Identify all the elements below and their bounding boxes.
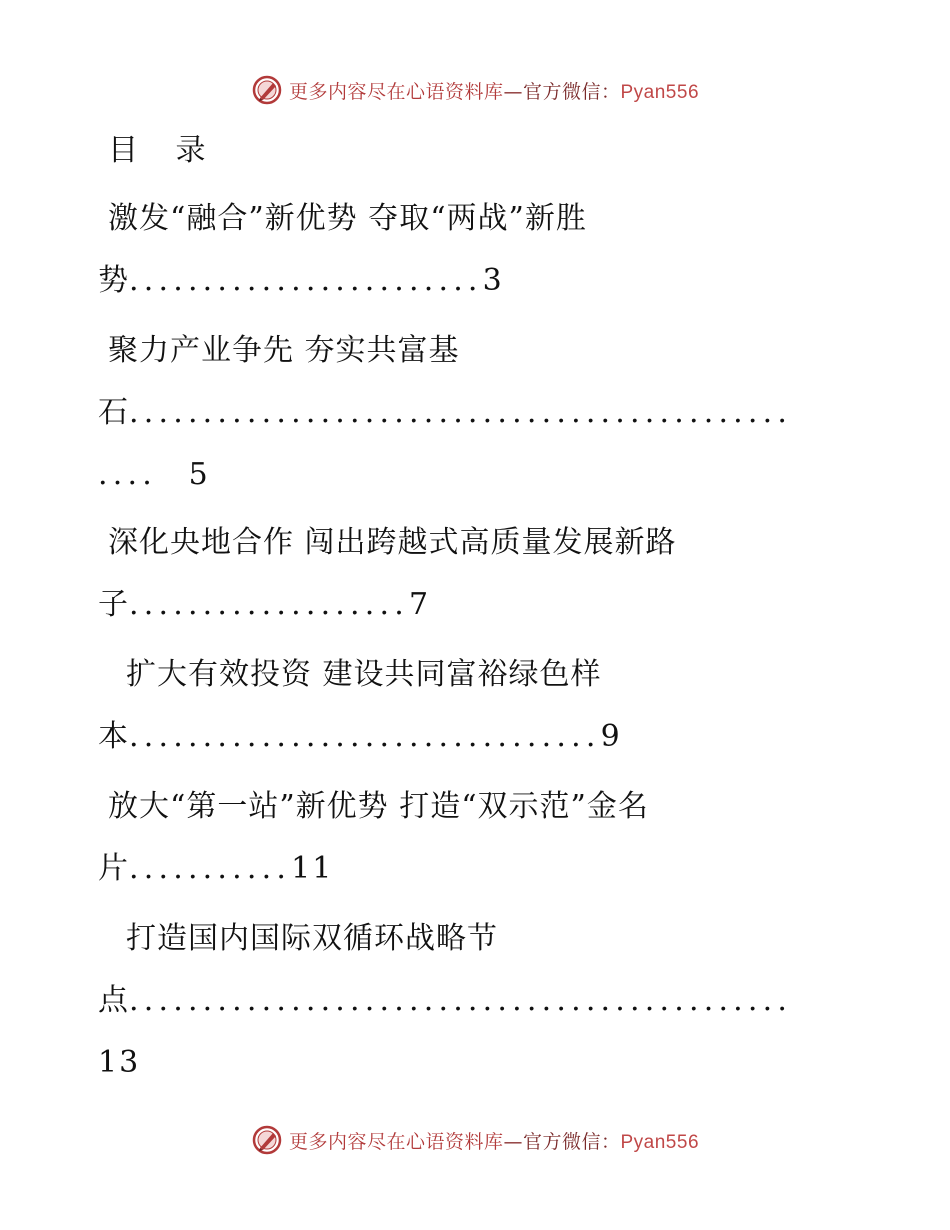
toc-entry[interactable] bbox=[98, 320, 858, 506]
banner-wechat-id: Pyan556 bbox=[620, 1131, 700, 1153]
toc-entry-tail bbox=[98, 838, 858, 900]
banner-wechat-label: 官方微信： bbox=[522, 80, 621, 103]
toc-entry-tail bbox=[98, 250, 858, 312]
toc-leader-dots-wrap: .... bbox=[98, 457, 157, 492]
toc-entry[interactable] bbox=[98, 512, 858, 636]
toc-entry-title: 打造国内国际双循环战略节 bbox=[126, 921, 498, 956]
toc-entry-wrap bbox=[98, 444, 858, 506]
toc-entry-title: 放大“第一站”新优势 打造“双示范”金名 bbox=[108, 789, 649, 824]
toc-entry-tail bbox=[98, 706, 858, 768]
toc-leader-dots: ........... bbox=[129, 851, 292, 886]
toc-leader-dots: ............................................. bbox=[129, 395, 793, 430]
toc-page-number: 13 bbox=[98, 1045, 141, 1080]
toc-leader-dots: ........................ bbox=[129, 263, 483, 298]
toc-entry-tail-char: 片 bbox=[98, 851, 129, 886]
toc-page-number: 3 bbox=[482, 263, 504, 298]
pen-logo-icon bbox=[251, 74, 283, 106]
banner-dash: — bbox=[503, 80, 523, 103]
toc-page-number: 5 bbox=[188, 457, 210, 492]
toc-entry[interactable] bbox=[98, 644, 858, 768]
toc-entry-tail bbox=[98, 970, 858, 1032]
toc-entry-tail-char: 点 bbox=[98, 983, 129, 1018]
toc-entry[interactable] bbox=[98, 776, 858, 900]
banner-wechat-label: 官方微信： bbox=[522, 1130, 621, 1153]
banner-text bbox=[289, 77, 699, 104]
banner-text bbox=[289, 1127, 699, 1154]
toc-entry-tail bbox=[98, 382, 858, 444]
header-banner bbox=[0, 70, 950, 110]
banner-slogan: 更多内容尽在心语资料库 bbox=[288, 1130, 504, 1153]
toc-leader-dots: ................... bbox=[129, 587, 409, 622]
toc-leader-dots: ................................ bbox=[129, 719, 601, 754]
toc-entry-tail-char: 本 bbox=[98, 719, 129, 754]
banner-content bbox=[251, 1124, 699, 1156]
toc-entry-tail-char: 子 bbox=[98, 587, 129, 622]
toc-entry-wrap bbox=[98, 1032, 858, 1094]
banner-content bbox=[251, 74, 699, 106]
toc-page-number: 7 bbox=[409, 587, 431, 622]
banner-slogan: 更多内容尽在心语资料库 bbox=[288, 80, 504, 103]
banner-dash: — bbox=[503, 1130, 523, 1153]
banner-wechat-id: Pyan556 bbox=[620, 81, 700, 103]
toc-entry-tail-char: 石 bbox=[98, 395, 129, 430]
toc-page-number: 11 bbox=[291, 851, 334, 886]
toc-entry[interactable] bbox=[98, 908, 858, 1094]
toc-entry-title: 深化央地合作 闯出跨越式高质量发展新路 bbox=[108, 525, 677, 560]
toc-entry-title: 激发“融合”新优势 夺取“两战”新胜 bbox=[108, 201, 587, 236]
pen-logo-icon bbox=[251, 1124, 283, 1156]
toc-entry-title: 扩大有效投资 建设共同富裕绿色样 bbox=[126, 657, 602, 692]
toc-entry-tail bbox=[98, 574, 858, 636]
toc-entry-title: 聚力产业争先 夯实共富基 bbox=[108, 333, 460, 368]
toc-leader-dots: ............................................. bbox=[129, 983, 793, 1018]
toc-entry[interactable] bbox=[98, 188, 858, 312]
footer-banner bbox=[0, 1120, 950, 1160]
toc-title: 目 录 bbox=[108, 133, 220, 168]
toc-page-number: 9 bbox=[600, 719, 622, 754]
toc-entry-tail-char: 势 bbox=[98, 263, 129, 298]
